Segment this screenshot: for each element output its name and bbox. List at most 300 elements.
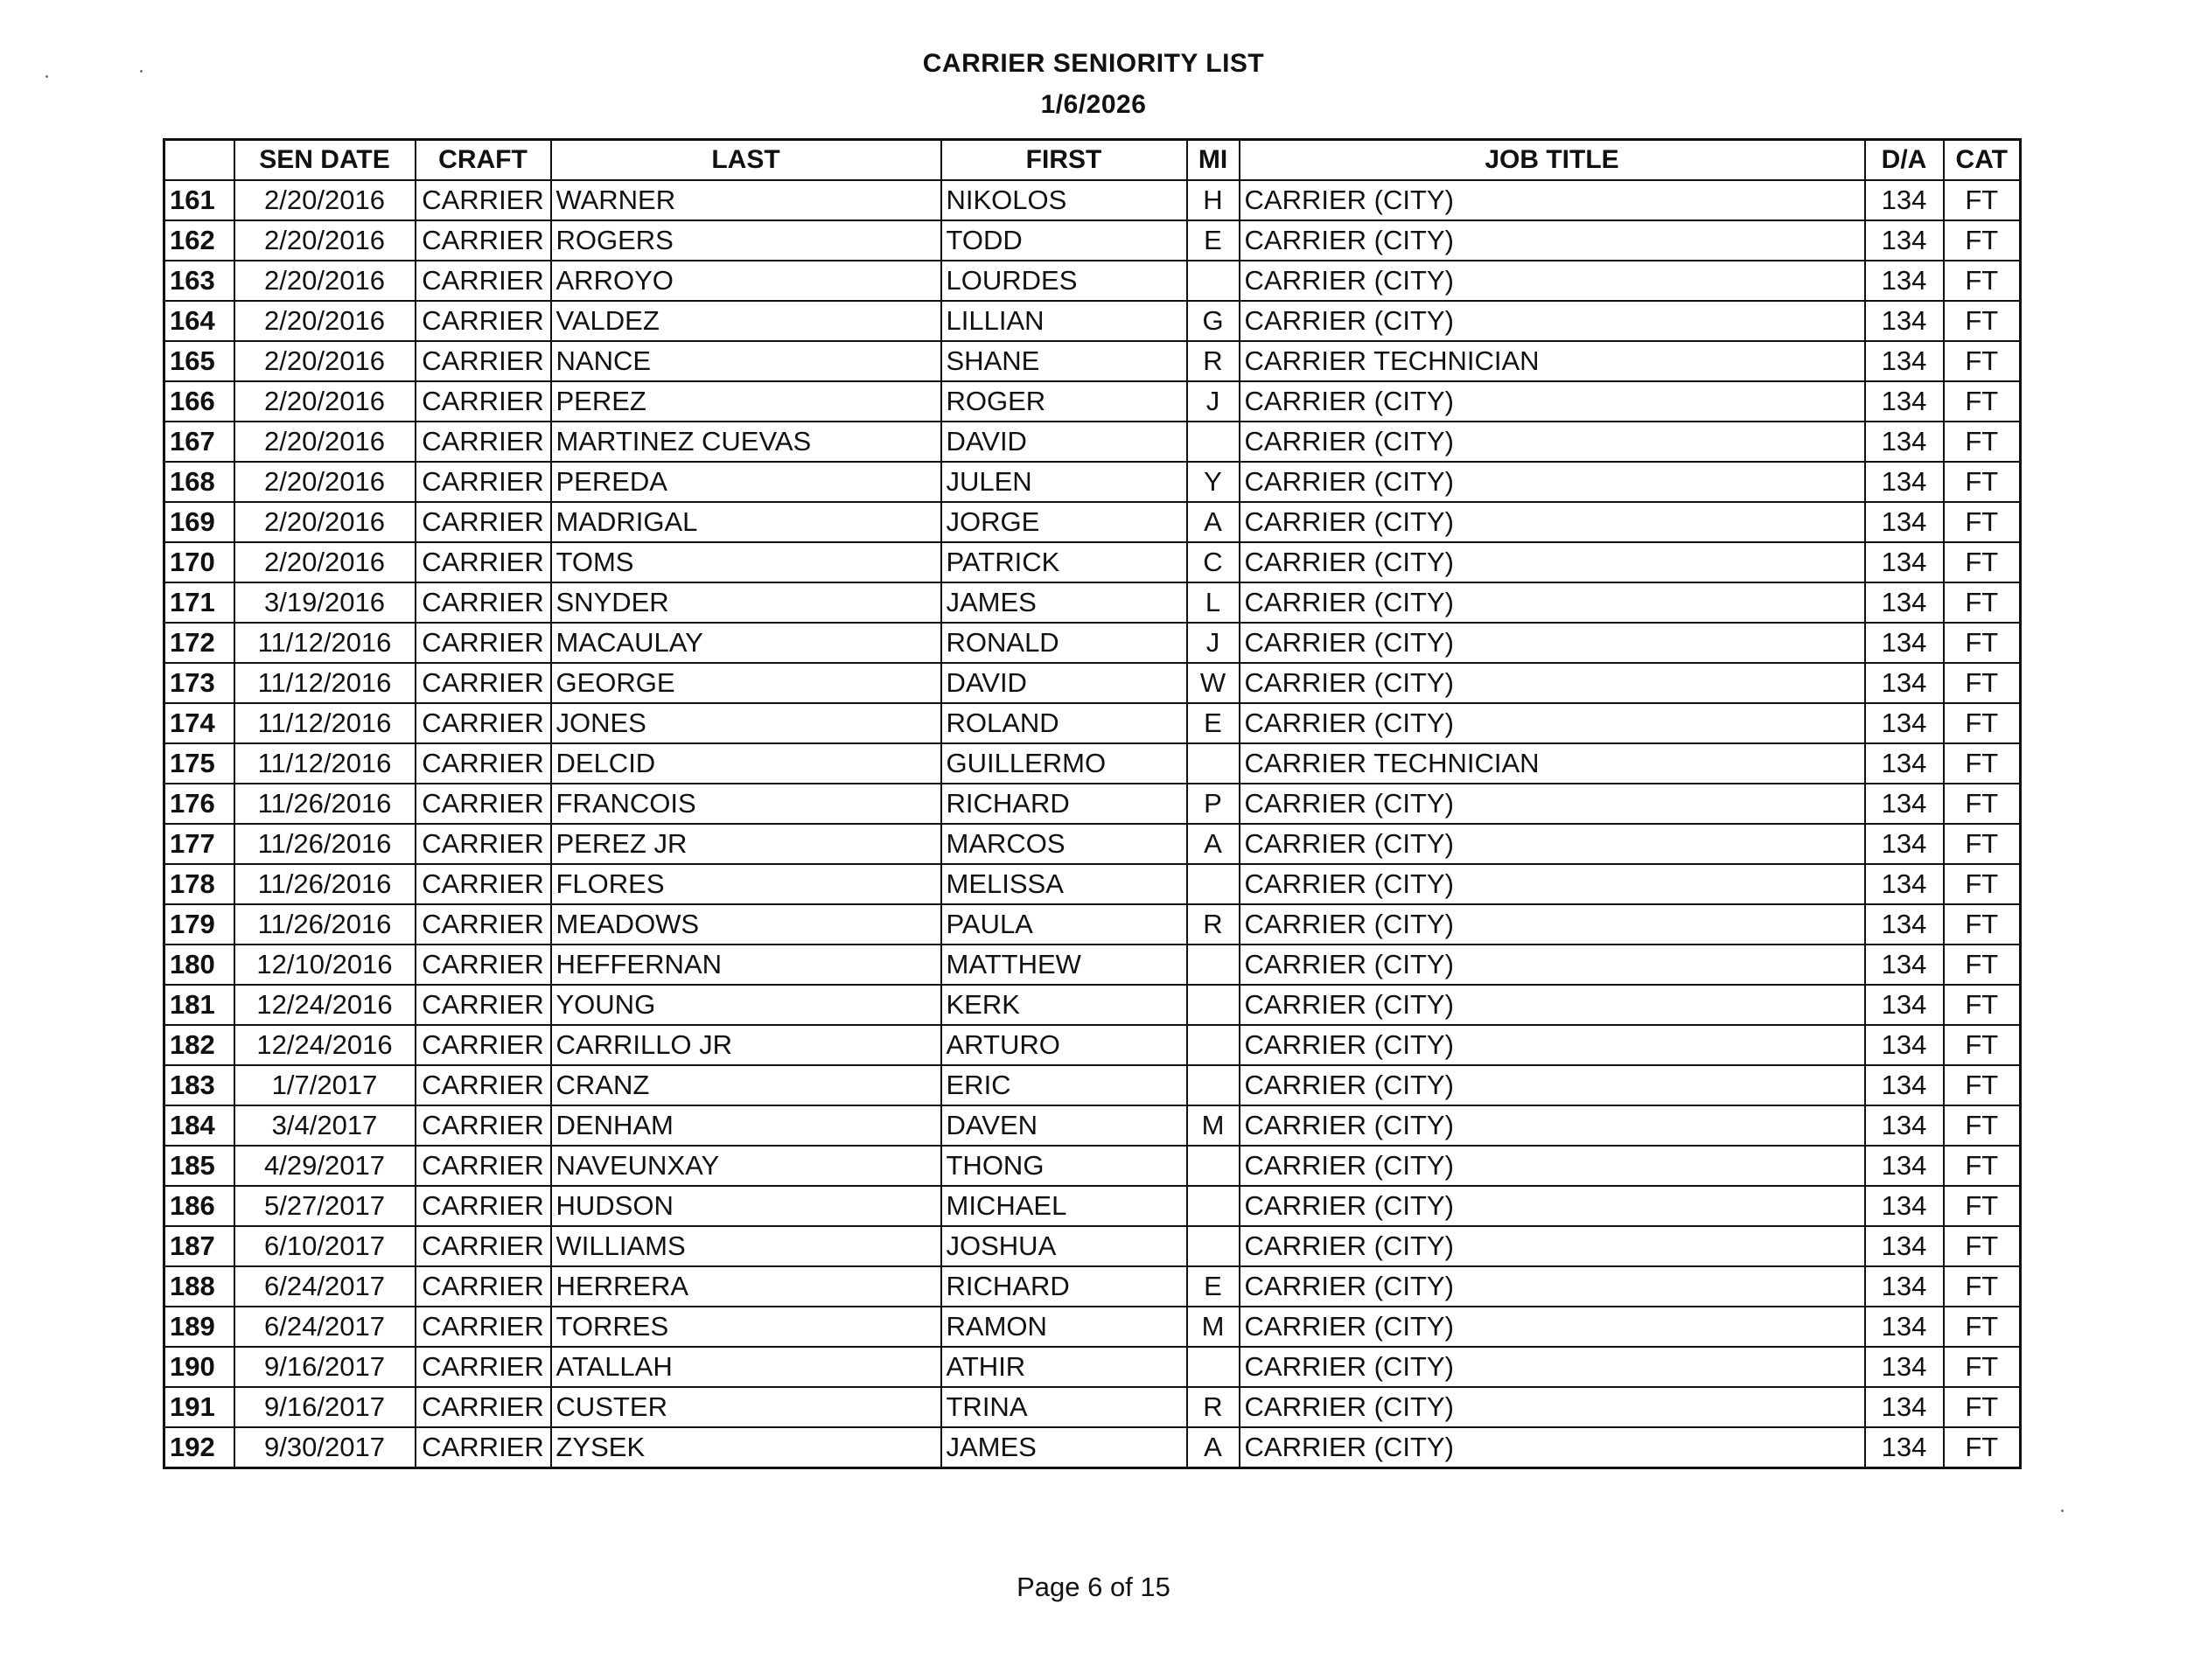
category-cell: FT	[1944, 542, 2021, 582]
header-cat: CAT	[1944, 140, 2021, 181]
craft-cell: CARRIER	[416, 502, 551, 542]
first-name-cell: RAMON	[941, 1307, 1187, 1347]
last-name-cell: HUDSON	[551, 1186, 941, 1226]
craft-cell: CARRIER	[416, 582, 551, 623]
craft-cell: CARRIER	[416, 703, 551, 743]
row-number-cell: 174	[164, 703, 234, 743]
table-row	[164, 220, 2021, 261]
category-cell: FT	[1944, 301, 2021, 341]
table-row	[164, 985, 2021, 1025]
craft-cell: CARRIER	[416, 341, 551, 381]
row-number-cell: 182	[164, 1025, 234, 1065]
middle-initial-cell: E	[1187, 220, 1240, 261]
table-row	[164, 1307, 2021, 1347]
sen-date-cell: 9/16/2017	[234, 1347, 416, 1387]
row-number-cell: 173	[164, 663, 234, 703]
da-cell: 134	[1865, 945, 1944, 985]
middle-initial-cell: E	[1187, 703, 1240, 743]
job-title-cell: CARRIER (CITY)	[1240, 1146, 1865, 1186]
category-cell: FT	[1944, 904, 2021, 945]
last-name-cell: HEFFERNAN	[551, 945, 941, 985]
category-cell: FT	[1944, 341, 2021, 381]
category-cell: FT	[1944, 422, 2021, 462]
craft-cell: CARRIER	[416, 422, 551, 462]
last-name-cell: CUSTER	[551, 1387, 941, 1427]
row-number-cell: 163	[164, 261, 234, 301]
first-name-cell: MELISSA	[941, 864, 1187, 904]
last-name-cell: DELCID	[551, 743, 941, 784]
table-row	[164, 1105, 2021, 1146]
job-title-cell: CARRIER (CITY)	[1240, 1387, 1865, 1427]
last-name-cell: ZYSEK	[551, 1427, 941, 1468]
sen-date-cell: 12/10/2016	[234, 945, 416, 985]
table-row	[164, 1065, 2021, 1105]
last-name-cell: HERRERA	[551, 1266, 941, 1307]
middle-initial-cell: C	[1187, 542, 1240, 582]
sen-date-cell: 6/24/2017	[234, 1266, 416, 1307]
craft-cell: CARRIER	[416, 1226, 551, 1266]
middle-initial-cell: A	[1187, 502, 1240, 542]
row-number-cell: 162	[164, 220, 234, 261]
table-row	[164, 422, 2021, 462]
da-cell: 134	[1865, 1186, 1944, 1226]
sen-date-cell: 12/24/2016	[234, 985, 416, 1025]
last-name-cell: JONES	[551, 703, 941, 743]
sen-date-cell: 2/20/2016	[234, 261, 416, 301]
middle-initial-cell: R	[1187, 341, 1240, 381]
table-row	[164, 864, 2021, 904]
row-number-cell: 184	[164, 1105, 234, 1146]
middle-initial-cell: R	[1187, 1387, 1240, 1427]
craft-cell: CARRIER	[416, 542, 551, 582]
da-cell: 134	[1865, 261, 1944, 301]
row-number-cell: 183	[164, 1065, 234, 1105]
middle-initial-cell	[1187, 1226, 1240, 1266]
craft-cell: CARRIER	[416, 784, 551, 824]
sen-date-cell: 11/26/2016	[234, 904, 416, 945]
row-number-cell: 179	[164, 904, 234, 945]
last-name-cell: NANCE	[551, 341, 941, 381]
middle-initial-cell: W	[1187, 663, 1240, 703]
table-row	[164, 945, 2021, 985]
row-number-cell: 168	[164, 462, 234, 502]
last-name-cell: MACAULAY	[551, 623, 941, 663]
da-cell: 134	[1865, 1226, 1944, 1266]
last-name-cell: VALDEZ	[551, 301, 941, 341]
first-name-cell: MICHAEL	[941, 1186, 1187, 1226]
da-cell: 134	[1865, 864, 1944, 904]
first-name-cell: ERIC	[941, 1065, 1187, 1105]
job-title-cell: CARRIER (CITY)	[1240, 945, 1865, 985]
da-cell: 134	[1865, 1307, 1944, 1347]
da-cell: 134	[1865, 703, 1944, 743]
row-number-cell: 176	[164, 784, 234, 824]
seniority-table	[163, 138, 2022, 1469]
table-row	[164, 1266, 2021, 1307]
category-cell: FT	[1944, 784, 2021, 824]
last-name-cell: MADRIGAL	[551, 502, 941, 542]
last-name-cell: SNYDER	[551, 582, 941, 623]
middle-initial-cell: L	[1187, 582, 1240, 623]
first-name-cell: MARCOS	[941, 824, 1187, 864]
last-name-cell: MEADOWS	[551, 904, 941, 945]
table-row	[164, 1146, 2021, 1186]
row-number-cell: 185	[164, 1146, 234, 1186]
row-number-cell: 175	[164, 743, 234, 784]
da-cell: 134	[1865, 422, 1944, 462]
first-name-cell: TODD	[941, 220, 1187, 261]
category-cell: FT	[1944, 1266, 2021, 1307]
craft-cell: CARRIER	[416, 864, 551, 904]
job-title-cell: CARRIER (CITY)	[1240, 985, 1865, 1025]
middle-initial-cell: Y	[1187, 462, 1240, 502]
row-number-cell: 188	[164, 1266, 234, 1307]
middle-initial-cell	[1187, 261, 1240, 301]
job-title-cell: CARRIER (CITY)	[1240, 301, 1865, 341]
sen-date-cell: 2/20/2016	[234, 502, 416, 542]
first-name-cell: LILLIAN	[941, 301, 1187, 341]
header-mi: MI	[1187, 140, 1240, 181]
job-title-cell: CARRIER (CITY)	[1240, 180, 1865, 220]
job-title-cell: CARRIER (CITY)	[1240, 864, 1865, 904]
craft-cell: CARRIER	[416, 904, 551, 945]
header-row-number	[164, 140, 234, 181]
sen-date-cell: 2/20/2016	[234, 301, 416, 341]
job-title-cell: CARRIER (CITY)	[1240, 1186, 1865, 1226]
middle-initial-cell	[1187, 864, 1240, 904]
da-cell: 134	[1865, 542, 1944, 582]
craft-cell: CARRIER	[416, 663, 551, 703]
table-row	[164, 261, 2021, 301]
first-name-cell: NIKOLOS	[941, 180, 1187, 220]
table-row	[164, 743, 2021, 784]
da-cell: 134	[1865, 743, 1944, 784]
craft-cell: CARRIER	[416, 1347, 551, 1387]
middle-initial-cell: A	[1187, 824, 1240, 864]
sen-date-cell: 4/29/2017	[234, 1146, 416, 1186]
first-name-cell: KERK	[941, 985, 1187, 1025]
craft-cell: CARRIER	[416, 743, 551, 784]
table-row	[164, 784, 2021, 824]
da-cell: 134	[1865, 502, 1944, 542]
middle-initial-cell	[1187, 1025, 1240, 1065]
first-name-cell: JAMES	[941, 1427, 1187, 1468]
category-cell: FT	[1944, 582, 2021, 623]
da-cell: 134	[1865, 1025, 1944, 1065]
craft-cell: CARRIER	[416, 945, 551, 985]
row-number-cell: 166	[164, 381, 234, 422]
header-last: LAST	[551, 140, 941, 181]
first-name-cell: PATRICK	[941, 542, 1187, 582]
row-number-cell: 167	[164, 422, 234, 462]
category-cell: FT	[1944, 1025, 2021, 1065]
first-name-cell: MATTHEW	[941, 945, 1187, 985]
job-title-cell: CARRIER (CITY)	[1240, 784, 1865, 824]
sen-date-cell: 9/30/2017	[234, 1427, 416, 1468]
da-cell: 134	[1865, 1266, 1944, 1307]
category-cell: FT	[1944, 381, 2021, 422]
table-row	[164, 1226, 2021, 1266]
table-row	[164, 1387, 2021, 1427]
craft-cell: CARRIER	[416, 180, 551, 220]
job-title-cell: CARRIER (CITY)	[1240, 462, 1865, 502]
sen-date-cell: 11/26/2016	[234, 824, 416, 864]
table-row	[164, 1025, 2021, 1065]
table-row	[164, 1186, 2021, 1226]
last-name-cell: TOMS	[551, 542, 941, 582]
job-title-cell: CARRIER (CITY)	[1240, 220, 1865, 261]
job-title-cell: CARRIER (CITY)	[1240, 381, 1865, 422]
middle-initial-cell	[1187, 422, 1240, 462]
sen-date-cell: 11/26/2016	[234, 784, 416, 824]
da-cell: 134	[1865, 1427, 1944, 1468]
table-row	[164, 301, 2021, 341]
category-cell: FT	[1944, 1186, 2021, 1226]
da-cell: 134	[1865, 824, 1944, 864]
table-row	[164, 623, 2021, 663]
da-cell: 134	[1865, 180, 1944, 220]
job-title-cell: CARRIER (CITY)	[1240, 663, 1865, 703]
sen-date-cell: 2/20/2016	[234, 220, 416, 261]
middle-initial-cell: R	[1187, 904, 1240, 945]
first-name-cell: RONALD	[941, 623, 1187, 663]
category-cell: FT	[1944, 1427, 2021, 1468]
middle-initial-cell: M	[1187, 1105, 1240, 1146]
category-cell: FT	[1944, 1387, 2021, 1427]
row-number-cell: 180	[164, 945, 234, 985]
row-number-cell: 177	[164, 824, 234, 864]
sen-date-cell: 2/20/2016	[234, 180, 416, 220]
category-cell: FT	[1944, 1307, 2021, 1347]
job-title-cell: CARRIER (CITY)	[1240, 1105, 1865, 1146]
job-title-cell: CARRIER (CITY)	[1240, 1307, 1865, 1347]
da-cell: 134	[1865, 1387, 1944, 1427]
job-title-cell: CARRIER (CITY)	[1240, 1427, 1865, 1468]
table-header-row	[164, 140, 2021, 181]
table-row	[164, 542, 2021, 582]
sen-date-cell: 11/12/2016	[234, 623, 416, 663]
da-cell: 134	[1865, 784, 1944, 824]
middle-initial-cell	[1187, 985, 1240, 1025]
row-number-cell: 191	[164, 1387, 234, 1427]
category-cell: FT	[1944, 220, 2021, 261]
first-name-cell: DAVEN	[941, 1105, 1187, 1146]
sen-date-cell: 5/27/2017	[234, 1186, 416, 1226]
sen-date-cell: 6/10/2017	[234, 1226, 416, 1266]
document-date: 1/6/2026	[1040, 90, 1147, 119]
category-cell: FT	[1944, 1146, 2021, 1186]
category-cell: FT	[1944, 985, 2021, 1025]
middle-initial-cell: G	[1187, 301, 1240, 341]
middle-initial-cell	[1187, 743, 1240, 784]
table-body	[164, 180, 2021, 1468]
last-name-cell: PEREDA	[551, 462, 941, 502]
first-name-cell: JULEN	[941, 462, 1187, 502]
sen-date-cell: 2/20/2016	[234, 462, 416, 502]
table-row	[164, 703, 2021, 743]
middle-initial-cell	[1187, 1146, 1240, 1186]
craft-cell: CARRIER	[416, 1266, 551, 1307]
first-name-cell: ROGER	[941, 381, 1187, 422]
sen-date-cell: 6/24/2017	[234, 1307, 416, 1347]
table-row	[164, 341, 2021, 381]
category-cell: FT	[1944, 502, 2021, 542]
job-title-cell: CARRIER (CITY)	[1240, 261, 1865, 301]
last-name-cell: YOUNG	[551, 985, 941, 1025]
row-number-cell: 170	[164, 542, 234, 582]
table-row	[164, 502, 2021, 542]
da-cell: 134	[1865, 663, 1944, 703]
middle-initial-cell: E	[1187, 1266, 1240, 1307]
middle-initial-cell: J	[1187, 381, 1240, 422]
first-name-cell: RICHARD	[941, 784, 1187, 824]
job-title-cell: CARRIER (CITY)	[1240, 1025, 1865, 1065]
header-sen-date: SEN DATE	[234, 140, 416, 181]
job-title-cell: CARRIER (CITY)	[1240, 824, 1865, 864]
craft-cell: CARRIER	[416, 220, 551, 261]
sen-date-cell: 9/16/2017	[234, 1387, 416, 1427]
first-name-cell: ARTURO	[941, 1025, 1187, 1065]
craft-cell: CARRIER	[416, 1105, 551, 1146]
da-cell: 134	[1865, 1065, 1944, 1105]
first-name-cell: PAULA	[941, 904, 1187, 945]
row-number-cell: 189	[164, 1307, 234, 1347]
sen-date-cell: 12/24/2016	[234, 1025, 416, 1065]
first-name-cell: JOSHUA	[941, 1226, 1187, 1266]
row-number-cell: 192	[164, 1427, 234, 1468]
job-title-cell: CARRIER (CITY)	[1240, 502, 1865, 542]
sen-date-cell: 11/12/2016	[234, 663, 416, 703]
scan-speck	[2061, 1509, 2064, 1512]
row-number-cell: 164	[164, 301, 234, 341]
job-title-cell: CARRIER TECHNICIAN	[1240, 341, 1865, 381]
row-number-cell: 178	[164, 864, 234, 904]
document-title: CARRIER SENIORITY LIST	[922, 49, 1265, 78]
da-cell: 134	[1865, 381, 1944, 422]
category-cell: FT	[1944, 703, 2021, 743]
job-title-cell: CARRIER (CITY)	[1240, 542, 1865, 582]
table-row	[164, 904, 2021, 945]
job-title-cell: CARRIER (CITY)	[1240, 623, 1865, 663]
page-number: Page 6 of 15	[1017, 1572, 1170, 1602]
craft-cell: CARRIER	[416, 1025, 551, 1065]
last-name-cell: PEREZ JR	[551, 824, 941, 864]
table-row	[164, 381, 2021, 422]
middle-initial-cell: H	[1187, 180, 1240, 220]
sen-date-cell: 1/7/2017	[234, 1065, 416, 1105]
table-row	[164, 462, 2021, 502]
middle-initial-cell	[1187, 1065, 1240, 1105]
first-name-cell: JORGE	[941, 502, 1187, 542]
last-name-cell: FRANCOIS	[551, 784, 941, 824]
first-name-cell: ROLAND	[941, 703, 1187, 743]
row-number-cell: 171	[164, 582, 234, 623]
craft-cell: CARRIER	[416, 1146, 551, 1186]
craft-cell: CARRIER	[416, 261, 551, 301]
last-name-cell: ROGERS	[551, 220, 941, 261]
da-cell: 134	[1865, 904, 1944, 945]
last-name-cell: PEREZ	[551, 381, 941, 422]
header-job-title: JOB TITLE	[1240, 140, 1865, 181]
craft-cell: CARRIER	[416, 985, 551, 1025]
middle-initial-cell: P	[1187, 784, 1240, 824]
last-name-cell: DENHAM	[551, 1105, 941, 1146]
sen-date-cell: 11/12/2016	[234, 743, 416, 784]
first-name-cell: DAVID	[941, 422, 1187, 462]
middle-initial-cell: A	[1187, 1427, 1240, 1468]
sen-date-cell: 3/19/2016	[234, 582, 416, 623]
da-cell: 134	[1865, 341, 1944, 381]
first-name-cell: ATHIR	[941, 1347, 1187, 1387]
da-cell: 134	[1865, 1105, 1944, 1146]
first-name-cell: RICHARD	[941, 1266, 1187, 1307]
table-row	[164, 824, 2021, 864]
craft-cell: CARRIER	[416, 1307, 551, 1347]
middle-initial-cell	[1187, 1347, 1240, 1387]
da-cell: 134	[1865, 1146, 1944, 1186]
da-cell: 134	[1865, 623, 1944, 663]
middle-initial-cell	[1187, 945, 1240, 985]
table-row	[164, 582, 2021, 623]
first-name-cell: THONG	[941, 1146, 1187, 1186]
job-title-cell: CARRIER (CITY)	[1240, 1226, 1865, 1266]
sen-date-cell: 11/26/2016	[234, 864, 416, 904]
row-number-cell: 165	[164, 341, 234, 381]
row-number-cell: 169	[164, 502, 234, 542]
last-name-cell: FLORES	[551, 864, 941, 904]
job-title-cell: CARRIER (CITY)	[1240, 422, 1865, 462]
last-name-cell: CRANZ	[551, 1065, 941, 1105]
craft-cell: CARRIER	[416, 1186, 551, 1226]
first-name-cell: DAVID	[941, 663, 1187, 703]
craft-cell: CARRIER	[416, 462, 551, 502]
middle-initial-cell: M	[1187, 1307, 1240, 1347]
first-name-cell: LOURDES	[941, 261, 1187, 301]
category-cell: FT	[1944, 261, 2021, 301]
row-number-cell: 172	[164, 623, 234, 663]
category-cell: FT	[1944, 864, 2021, 904]
category-cell: FT	[1944, 1105, 2021, 1146]
sen-date-cell: 3/4/2017	[234, 1105, 416, 1146]
table-row	[164, 180, 2021, 220]
craft-cell: CARRIER	[416, 1065, 551, 1105]
job-title-cell: CARRIER TECHNICIAN	[1240, 743, 1865, 784]
job-title-cell: CARRIER (CITY)	[1240, 1347, 1865, 1387]
row-number-cell: 190	[164, 1347, 234, 1387]
last-name-cell: CARRILLO JR	[551, 1025, 941, 1065]
row-number-cell: 181	[164, 985, 234, 1025]
first-name-cell: SHANE	[941, 341, 1187, 381]
craft-cell: CARRIER	[416, 1427, 551, 1468]
row-number-cell: 186	[164, 1186, 234, 1226]
sen-date-cell: 2/20/2016	[234, 381, 416, 422]
job-title-cell: CARRIER (CITY)	[1240, 1266, 1865, 1307]
job-title-cell: CARRIER (CITY)	[1240, 904, 1865, 945]
header-first: FIRST	[941, 140, 1187, 181]
sen-date-cell: 2/20/2016	[234, 422, 416, 462]
header-craft: CRAFT	[416, 140, 551, 181]
first-name-cell: TRINA	[941, 1387, 1187, 1427]
last-name-cell: ATALLAH	[551, 1347, 941, 1387]
da-cell: 134	[1865, 582, 1944, 623]
first-name-cell: JAMES	[941, 582, 1187, 623]
last-name-cell: NAVEUNXAY	[551, 1146, 941, 1186]
table-row	[164, 1347, 2021, 1387]
category-cell: FT	[1944, 623, 2021, 663]
craft-cell: CARRIER	[416, 824, 551, 864]
craft-cell: CARRIER	[416, 301, 551, 341]
first-name-cell: GUILLERMO	[941, 743, 1187, 784]
